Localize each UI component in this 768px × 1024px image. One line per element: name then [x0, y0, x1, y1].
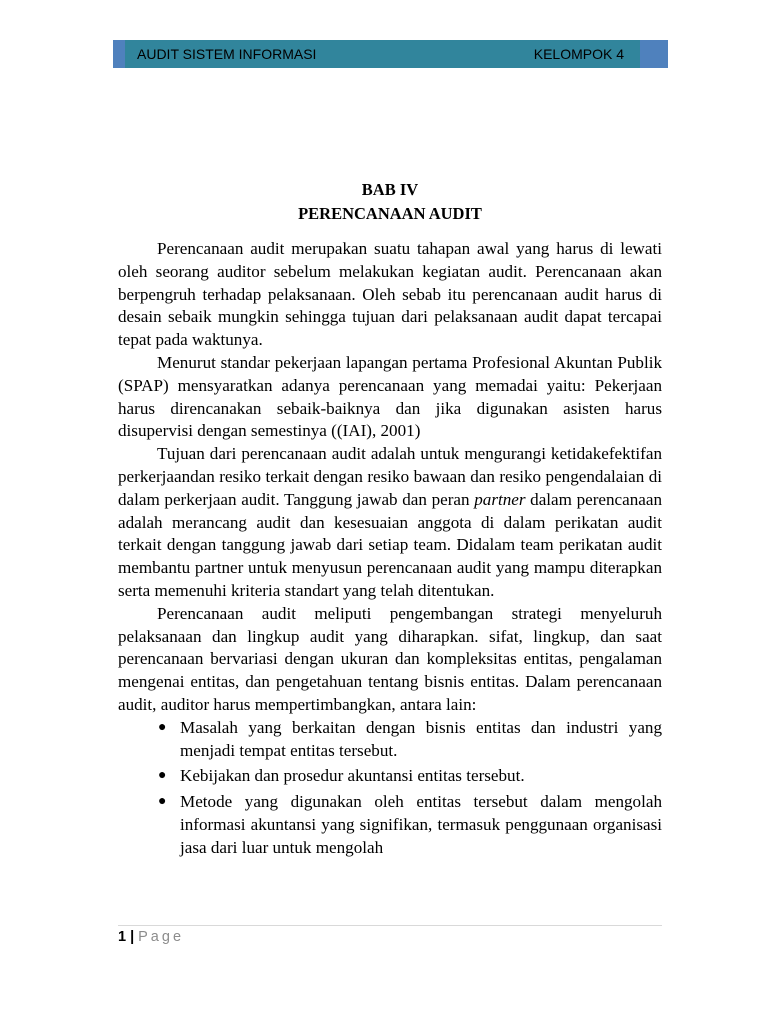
page-number: 1 [118, 929, 127, 945]
bullet-icon: ● [158, 794, 167, 810]
list-item-text: Masalah yang berkaitan dengan bisnis entitas dan industri yang menjadi tempat entitas tersebut. [180, 717, 662, 760]
chapter-title: PERENCANAAN AUDIT [298, 204, 482, 223]
header-left-text: AUDIT SISTEM INFORMASI [137, 46, 317, 62]
list-item [118, 765, 662, 788]
page-footer [118, 927, 184, 947]
footer-divider [118, 925, 662, 926]
bullet-list [118, 717, 662, 860]
page-label: Page [138, 929, 185, 945]
header-right-text: KELOMPOK 4 [533, 46, 624, 62]
bullet-icon: ● [158, 719, 167, 735]
chapter-number: BAB IV [361, 180, 419, 199]
paragraph-4: Perencanaan audit meliputi pengembangan strategi menyeluruh pelaksanaan dan lingkup audit yang diharapkan. sifat, lingkup, dan saat perencanaan bervariasi dengan ukuran dan kompleksitas entitas, pengalaman mengenai entitas, dan pengetahuan tentang bisnis entitas. Dalam perencanaan audit, auditor harus mempertimbangkan, antara lain: [118, 603, 662, 714]
paragraph-3 [118, 443, 662, 603]
paragraph-2: Menurut standar pekerjaan lapangan pertama Profesional Akuntan Publik (SPAP) mensyaratkan adanya perencanaan yang memadai yaitu: Pekerjaan harus direncanakan sebaik-baiknya dan jika digunakan asisten harus disupervisi dengan semestinya ((IAI), 2001) [118, 352, 662, 441]
paragraph-3-before: Tujuan dari perencanaan audit adalah untuk mengurangi ketidakefektifan perkerjaandan resiko terkait dengan resiko bawaan dan resiko pengendalaian di dalam perkerjaan audit. Tanggung jawab dan peran [118, 444, 662, 509]
paragraph-3-italic: partner [474, 489, 526, 509]
paragraph-3-after: dalam perencanaan adalah merancang audit dan kesesuaian anggota di dalam perikatan audit terkait dengan tanggung jawab dari setiap team. Didalam team perikatan audit membantu partner untuk menyusun perencanaan audit yang mampu diterapkan serta memenuhi kriteria standart yang telah ditentukan. [118, 489, 662, 600]
document-body [118, 178, 662, 863]
list-item-text: Kebijakan dan prosedur akuntansi entitas tersebut. [180, 766, 525, 786]
footer-separator: | [130, 929, 135, 945]
list-item [118, 717, 662, 763]
list-item [118, 791, 662, 859]
document-header [113, 40, 668, 68]
paragraph-1: Perencanaan audit merupakan suatu tahapan awal yang harus di lewati oleh seorang auditor sebelum melakukan kegiatan audit. Perencanaan akan berpengruh terhadap pelaksanaan. Oleh sebab itu perencanaan audit harus di desain sebaik mungkin sehingga tujuan dari pelaksanaan audit dapat tercapai tepat pada waktunya. [118, 239, 662, 350]
bullet-icon: ● [158, 768, 167, 784]
list-item-text: Metode yang digunakan oleh entitas tersebut dalam mengolah informasi akuntansi yang signifikan, termasuk penggunaan organisasi jasa dari luar untuk mengolah [180, 792, 662, 857]
